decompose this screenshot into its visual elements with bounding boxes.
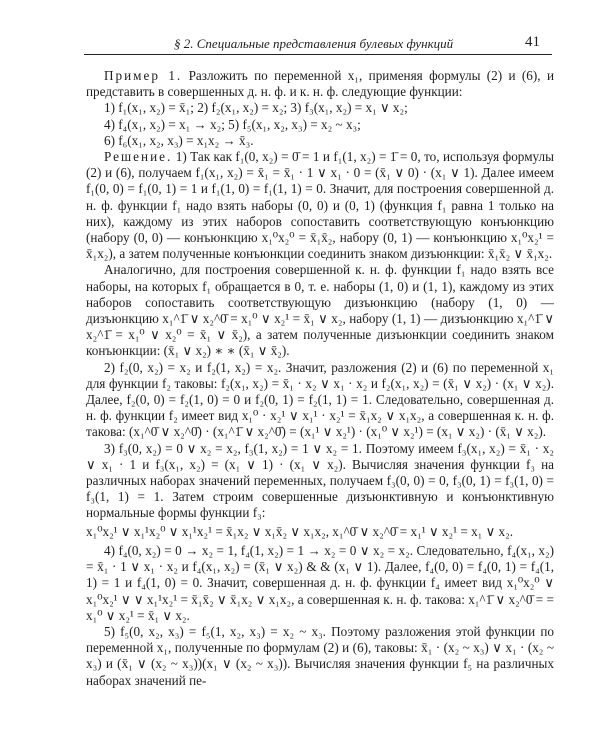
solution-paragraph-5: 4) f₄(0, x₂) = 0 → x₂ = 1, f₄(1, x₂) = 1 → x₂ = 0 ∨ x₂ = x₂. Следовательно, f₄(x₁, x₂) = x̄₁ · 1 ∨ x₁ · x₂ и f₄(x₁, x₂) = (x̄₁ ∨ x₂) & & (x₁ ∨ 1). Далее, f₄(0, 0) = f₄(0, 1) = f₄(1, 1) = 1 и f₄(1, 0) = 0. Значит, совершенная д. н. ф. функции f₄ имеет вид x₁⁰x₂⁰ ∨ x₁⁰x₂¹ ∨ ∨ x₁¹x₂¹ = x̄₁x̄₂ ∨ x̄₁x₂ ∨ x₁x₂, а совершенная к. н. ф. такова: x₁^1̄ ∨ x₂^0̄ = = x₁⁰ ∨ x₂¹ = x̄₁ ∨ x₂.	[86, 542, 554, 623]
function-line-1: 1) f₁(x₁, x₂) = x̄₁; 2) f₂(x₁, x₂) = x₂; 3) f₃(x₁, x₂) = x₁ ∨ x₂;	[104, 100, 408, 116]
running-title: § 2. Специальные представления булевых функций	[174, 36, 454, 51]
solution-paragraph-2: Аналогично, для построения совершенной к. н. ф. функции f₁ надо взять все наборы, на которых f₁ обращается в 0, т. е. наборы (1, 0) и (1, 1), каждому из этих наборов сопоставить соответствующую дизъюнкцию (набору (1, 0) — дизъюнкцию x₁^1̄ ∨ x₂^0̄ = x₁⁰ ∨ x₂¹ = x̄₁ ∨ x₂, набору (1, 1) — дизъюнкцию x₁^1̄ ∨ x₂^1̄ = x₁⁰ ∨ x₂⁰ = x̄₁ ∨ x̄₂), а затем полученные дизъюнкции соединить знаком конъюнкции: (x̄₁ ∨ x₂) ∗ ∗ (x̄₁ ∨ x̄₂).	[86, 262, 554, 359]
solution-text-1: 1) Так как f₁(0, x₂) = 0̄ = 1 и f₁(1, x₂) = 1̄ = 0, то, используя формулы (2) и (6), получаем f₁(x₁, x₂) = x̄₁ = x̄₁ · 1 ∨ x₁ · 0 = (x̄₁ ∨ 0) · (x₁ ∨ 1). Далее имеем f₁(0, 0) = f₁(0, 1) = 1 и f₁(1, 0) = f₁(1, 1) = 0. Значит, для построения совершенной д. н. ф. функции f₁ надо взять наборы (0, 0) и (0, 1) (функция f₁ равна 1 только на них), каждому из этих наборов сопоставить соответствующую конъюнкцию (набору (0, 0) — конъюнкцию x₁⁰x₂⁰ = x̄₁x̄₂, набору (0, 1) — конъюнкцию x₁⁰x₂¹ = x̄₁x₂), а затем полученные конъюнкции соединить знаком дизъюнкции: x̄₁x̄₂ ∨ x̄₁x₂.	[86, 149, 554, 262]
function-line-2: 4) f₄(x₁, x₂) = x₁ → x₂; 5) f₅(x₁, x₂, x₃) = x₂ ~ x₃;	[104, 116, 361, 132]
solution-paragraph-6: 5) f₅(0, x₂, x₃) = f₅(1, x₂, x₃) = x₂ ~ x₃. Поэтому разложения этой функции по переменной x₁, полученные по формулам (2) и (6), таковы: x̄₁ · (x₂ ~ x₃) ∨ x₁ · (x₂ ~ x₃) и (x̄₁ ∨ (x₂ ~ x₃))(x₁ ∨ (x₂ ~ x₃)). Вычисляя значения функции f₅ на различных наборах значений пе-	[86, 623, 554, 688]
display-formula: x₁⁰x₂¹ ∨ x₁¹x₂⁰ ∨ x₁¹x₂¹ = x̄₁x₂ ∨ x₁x̄₂ ∨ x₁x₂, x₁^0̄ ∨ x₂^0̄ = x₁¹ ∨ x₂¹ = x₁ ∨ x₂.	[86, 523, 514, 539]
solution-paragraph-1	[86, 149, 554, 262]
example-label: Пример 1.	[104, 68, 183, 83]
solution-label: Решение.	[104, 149, 173, 165]
page-number: 41	[525, 34, 540, 50]
function-list	[86, 100, 554, 149]
example-paragraph	[86, 68, 554, 100]
solution-paragraph-3: 2) f₂(0, x₂) = x₂ и f₂(1, x₂) = x₂. Значит, разложения (2) и (6) по переменной x₁ для функции f₂ таковы: f₂(x₁, x₂) = x̄₁ · x₂ ∨ x₁ · x₂ и f₂(x₁, x₂) = (x̄₁ ∨ x₂) · (x₁ ∨ x₂). Далее, f₂(0, 0) = f₂(1, 0) = 0 и f₂(0, 1) = f₂(1, 1) = 1. Следовательно, совершенная д. н. ф. функции f₂ имеет вид x₁⁰ · x₂¹ ∨ x₁¹ · x₂¹ = x̄₁x₂ ∨ x₁x₂, а совершенная к. н. ф. такова: (x₁^0̄ ∨ x₂^0̄) · (x₁^1̄ ∨ x₂^0̄) = (x₁¹ ∨ x₂¹) · (x₁⁰ ∨ x₂¹) = (x₁ ∨ x₂) · (x̄₁ ∨ x₂).	[86, 359, 554, 440]
page-header	[84, 34, 552, 55]
example-statement: Разложить по переменной x₁, применяя формулы (2) и (6), и представить в совершенных д. н. ф. и к. н. ф. следующие функции:	[86, 68, 555, 100]
function-line-3: 6) f₆(x₁, x₂, x₃) = x₁x₂ → x̄₃.	[104, 132, 254, 148]
solution-paragraph-4: 3) f₃(0, x₂) = 0 ∨ x₂ = x₂, f₃(1, x₂) = 1 ∨ x₂ = 1. Поэтому имеем f₃(x₁, x₂) = x̄₁ · x₂ ∨ x₁ · 1 и f₃(x₁, x₂) = (x₁ ∨ 1) · (x₁ ∨ x₂). Вычисляя значения функции f₃ на различных наборах значений переменных, получаем f₃(0, 0) = 0, f₃(0, 1) = f₃(1, 0) = f₃(1, 1) = 1. Затем строим совершенные дизъюнктивную и конъюнктивную нормальные формы функции f₃:	[86, 440, 554, 521]
page-body	[86, 68, 554, 689]
